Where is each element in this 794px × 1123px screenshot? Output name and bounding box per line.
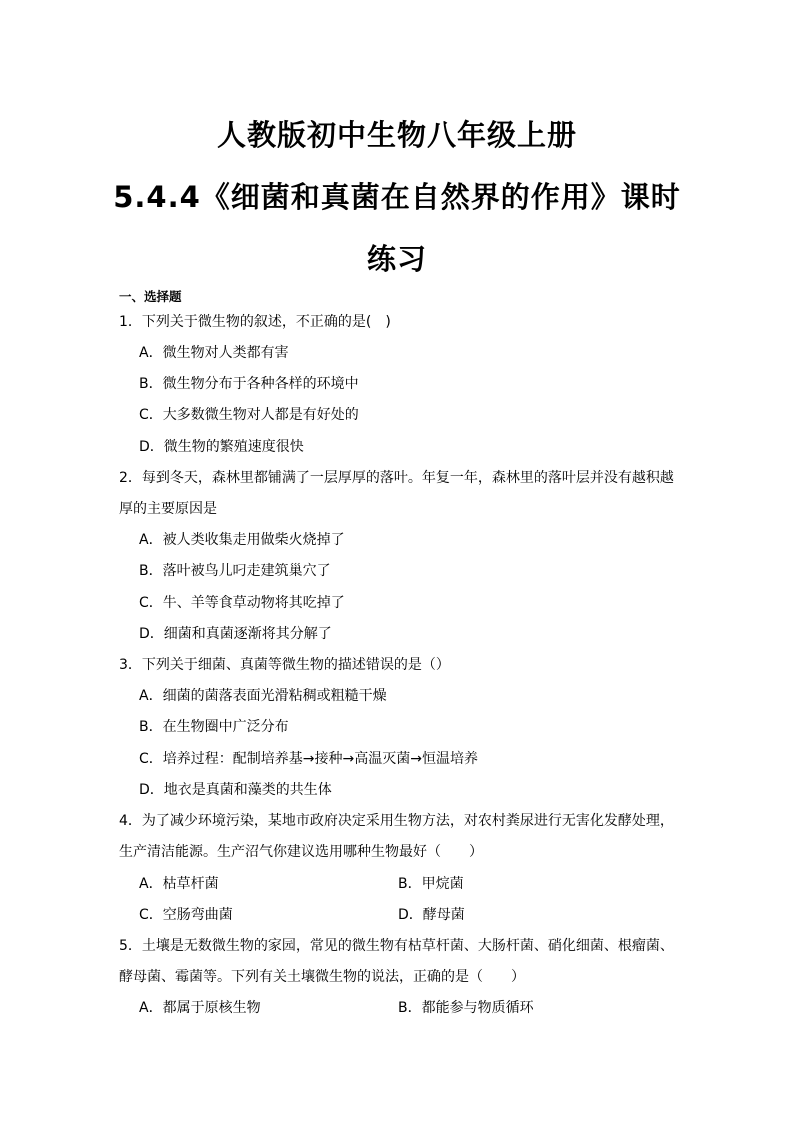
question-4-option-c: C．空肠弯曲菌 xyxy=(139,907,233,923)
section-heading: 一、选择题 xyxy=(119,289,182,304)
question-2-stem-line-2: 厚的主要原因是 xyxy=(119,501,217,517)
question-3-option-c: C．培养过程：配制培养基→接种→高温灭菌→恒温培养 xyxy=(139,751,478,767)
question-5-option-a: A．都属于原核生物 xyxy=(139,1000,261,1016)
question-5-stem-line-1: 5．土壤是无数微生物的家园，常见的微生物有枯草杆菌、大肠杆菌、硝化细菌、根瘤菌、 xyxy=(119,938,674,954)
question-2-option-c: C．牛、羊等食草动物将其吃掉了 xyxy=(139,595,345,611)
question-3-option-b: B．在生物圈中广泛分布 xyxy=(139,719,289,735)
document-title-line-2: 5.4.4《细菌和真菌在自然界的作用》课时 xyxy=(113,180,681,214)
question-5-option-b: B．都能参与物质循环 xyxy=(398,1000,534,1016)
document-title-line-3: 练习 xyxy=(366,242,427,276)
question-4-option-d: D．酵母菌 xyxy=(398,907,465,923)
question-1-option-c: C．大多数微生物对人都是有好处的 xyxy=(139,407,359,423)
question-3-option-d: D．地衣是真菌和藻类的共生体 xyxy=(139,782,332,798)
question-1-option-b: B．微生物分布于各种各样的环境中 xyxy=(139,376,359,392)
question-1-option-d: D．微生物的繁殖速度很快 xyxy=(139,439,304,455)
question-2-stem-line-1: 2．每到冬天，森林里都铺满了一层厚厚的落叶。年复一年，森林里的落叶层并没有越积越 xyxy=(119,470,674,486)
question-1-option-a: A．微生物对人类都有害 xyxy=(139,345,289,361)
question-4-option-b: B．甲烷菌 xyxy=(398,876,464,892)
question-4-stem-line-1: 4．为了减少环境污染，某地市政府决定采用生物方法，对农村粪尿进行无害化发酵处理， xyxy=(119,813,674,829)
question-5-stem-line-2: 酵母菌、霉菌等。下列有关土壤微生物的说法，正确的是（ ） xyxy=(119,969,525,985)
question-2-option-d: D．细菌和真菌逐渐将其分解了 xyxy=(139,626,332,642)
question-3-option-a: A．细菌的菌落表面光滑粘稠或粗糙干燥 xyxy=(139,688,387,704)
question-2-option-a: A．被人类收集走用做柴火烧掉了 xyxy=(139,532,345,548)
question-3-stem: 3．下列关于细菌、真菌等微生物的描述错误的是（） xyxy=(119,657,450,673)
question-4-stem-line-2: 生产清洁能源。生产沼气你建议选用哪种生物最好（ ） xyxy=(119,844,483,860)
question-1-stem: 1．下列关于微生物的叙述，不正确的是( ) xyxy=(119,314,391,330)
question-4-option-a: A．枯草杆菌 xyxy=(139,876,219,892)
question-2-option-b: B．落叶被鸟儿叼走建筑巢穴了 xyxy=(139,563,331,579)
document-title-line-1: 人教版初中生物八年级上册 xyxy=(216,118,577,152)
